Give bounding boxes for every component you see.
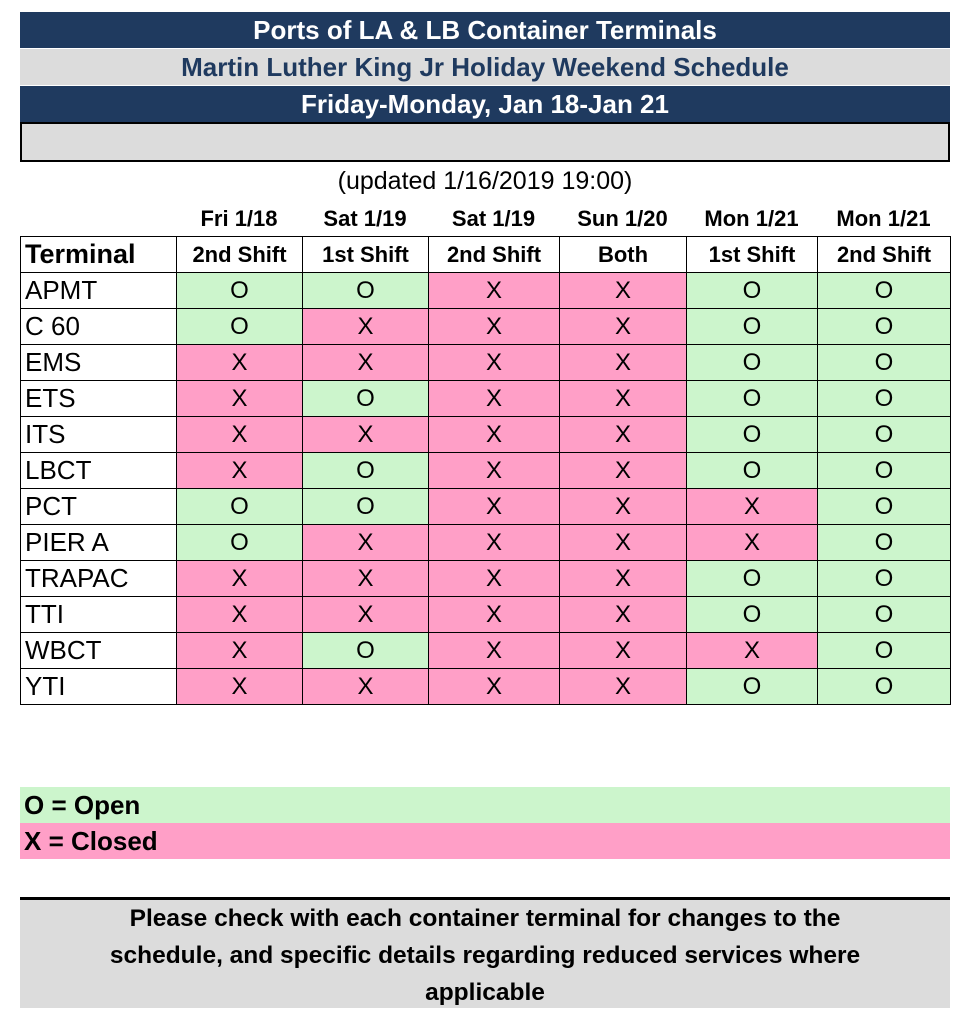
- status-cell: X: [177, 381, 303, 417]
- status-cell: X: [177, 633, 303, 669]
- status-cell: X: [429, 345, 560, 381]
- status-cell: X: [560, 417, 687, 453]
- table-row: [21, 273, 951, 309]
- status-cell: X: [429, 597, 560, 633]
- terminal-name: LBCT: [21, 453, 177, 489]
- schedule-table: [20, 236, 951, 705]
- status-cell: X: [303, 345, 429, 381]
- day-header-col-6: Mon 1/21: [836, 206, 931, 231]
- status-cell: O: [303, 381, 429, 417]
- day-header-row: [20, 202, 950, 236]
- updated-timestamp: (updated 1/16/2019 19:00): [337, 167, 633, 195]
- terminal-name: APMT: [21, 273, 177, 309]
- note-line-2: schedule, and specific details regarding reduced services where: [109, 942, 861, 969]
- status-cell: X: [429, 525, 560, 561]
- status-cell: X: [560, 525, 687, 561]
- status-cell: O: [177, 525, 303, 561]
- status-cell: O: [818, 417, 951, 453]
- table-row: [21, 381, 951, 417]
- status-cell: X: [177, 669, 303, 705]
- status-cell: O: [303, 633, 429, 669]
- schedule-table-body: [21, 273, 951, 705]
- status-cell: X: [429, 417, 560, 453]
- status-cell: O: [687, 561, 818, 597]
- status-cell: O: [687, 309, 818, 345]
- day-header-col-1: Fri 1/18: [200, 206, 278, 231]
- shift-header-col-5: 1st Shift: [687, 237, 818, 273]
- terminal-column-header: Terminal: [21, 237, 177, 273]
- day-header-col-3: Sat 1/19: [451, 206, 536, 231]
- status-cell: X: [429, 633, 560, 669]
- status-cell: X: [303, 597, 429, 633]
- blank-banner-box: [20, 122, 950, 162]
- status-cell: X: [560, 309, 687, 345]
- status-cell: X: [560, 669, 687, 705]
- status-cell: O: [818, 309, 951, 345]
- shift-header-col-3: 2nd Shift: [429, 237, 560, 273]
- table-row: [21, 597, 951, 633]
- terminal-name: WBCT: [21, 633, 177, 669]
- schedule-subtitle: Martin Luther King Jr Holiday Weekend Schedule: [20, 49, 950, 85]
- status-cell: O: [687, 669, 818, 705]
- status-cell: X: [429, 453, 560, 489]
- legend-closed: X = Closed: [20, 823, 950, 859]
- status-cell: X: [560, 633, 687, 669]
- shift-header-col-2: 1st Shift: [303, 237, 429, 273]
- terminal-name: PIER A: [21, 525, 177, 561]
- status-cell: X: [560, 489, 687, 525]
- terminal-name: C 60: [21, 309, 177, 345]
- status-cell: X: [303, 561, 429, 597]
- status-cell: O: [687, 273, 818, 309]
- status-cell: X: [429, 561, 560, 597]
- status-cell: X: [687, 633, 818, 669]
- status-cell: X: [177, 597, 303, 633]
- status-cell: X: [560, 453, 687, 489]
- table-row: [21, 453, 951, 489]
- status-cell: O: [818, 525, 951, 561]
- note-line-1: Please check with each container terminal for changes to the: [129, 905, 841, 932]
- status-cell: X: [429, 309, 560, 345]
- terminal-name: TRAPAC: [21, 561, 177, 597]
- status-cell: X: [687, 525, 818, 561]
- shift-header-col-6: 2nd Shift: [818, 237, 951, 273]
- status-cell: X: [687, 489, 818, 525]
- status-cell: O: [687, 417, 818, 453]
- status-cell: X: [303, 669, 429, 705]
- status-cell: O: [818, 489, 951, 525]
- status-cell: X: [303, 525, 429, 561]
- terminal-name: YTI: [21, 669, 177, 705]
- status-cell: O: [818, 381, 951, 417]
- note-line-3: applicable: [425, 979, 545, 1006]
- status-cell: X: [560, 273, 687, 309]
- status-cell: X: [177, 453, 303, 489]
- status-cell: O: [177, 309, 303, 345]
- status-cell: X: [429, 669, 560, 705]
- status-cell: X: [560, 561, 687, 597]
- status-cell: X: [429, 381, 560, 417]
- shift-header-col-1: 2nd Shift: [177, 237, 303, 273]
- status-cell: X: [303, 309, 429, 345]
- status-cell: X: [560, 345, 687, 381]
- table-row: [21, 345, 951, 381]
- schedule-note: [20, 900, 950, 1008]
- legend-open: O = Open: [20, 787, 950, 823]
- table-row: [21, 309, 951, 345]
- terminal-name: ETS: [21, 381, 177, 417]
- table-row: [21, 525, 951, 561]
- status-cell: O: [818, 597, 951, 633]
- status-cell: O: [818, 453, 951, 489]
- terminal-name: TTI: [21, 597, 177, 633]
- status-cell: X: [560, 597, 687, 633]
- status-cell: X: [429, 273, 560, 309]
- status-cell: O: [303, 489, 429, 525]
- day-header-col-2: Sat 1/19: [323, 206, 407, 231]
- status-cell: X: [560, 381, 687, 417]
- day-header-col-5: Mon 1/21: [704, 206, 799, 231]
- status-cell: O: [818, 633, 951, 669]
- status-cell: O: [303, 273, 429, 309]
- status-cell: O: [687, 597, 818, 633]
- page-title: Ports of LA & LB Container Terminals: [20, 12, 950, 48]
- status-cell: O: [818, 669, 951, 705]
- status-cell: O: [687, 453, 818, 489]
- status-cell: X: [177, 417, 303, 453]
- table-row: [21, 561, 951, 597]
- status-cell: X: [429, 489, 560, 525]
- status-cell: O: [687, 381, 818, 417]
- terminal-name: ITS: [21, 417, 177, 453]
- terminal-name: EMS: [21, 345, 177, 381]
- status-cell: X: [177, 561, 303, 597]
- shift-header-row: [21, 237, 951, 273]
- day-header-col-4: Sun 1/20: [577, 206, 668, 231]
- status-cell: O: [818, 561, 951, 597]
- table-row: [21, 633, 951, 669]
- table-row: [21, 417, 951, 453]
- status-cell: X: [303, 417, 429, 453]
- table-row: [21, 489, 951, 525]
- status-cell: O: [303, 453, 429, 489]
- status-cell: O: [818, 273, 951, 309]
- table-row: [21, 669, 951, 705]
- status-cell: O: [177, 273, 303, 309]
- status-cell: O: [177, 489, 303, 525]
- terminal-name: PCT: [21, 489, 177, 525]
- schedule-dates: Friday-Monday, Jan 18-Jan 21: [20, 86, 950, 122]
- status-cell: O: [818, 345, 951, 381]
- status-cell: X: [177, 345, 303, 381]
- shift-header-col-4: Both: [560, 237, 687, 273]
- status-cell: O: [687, 345, 818, 381]
